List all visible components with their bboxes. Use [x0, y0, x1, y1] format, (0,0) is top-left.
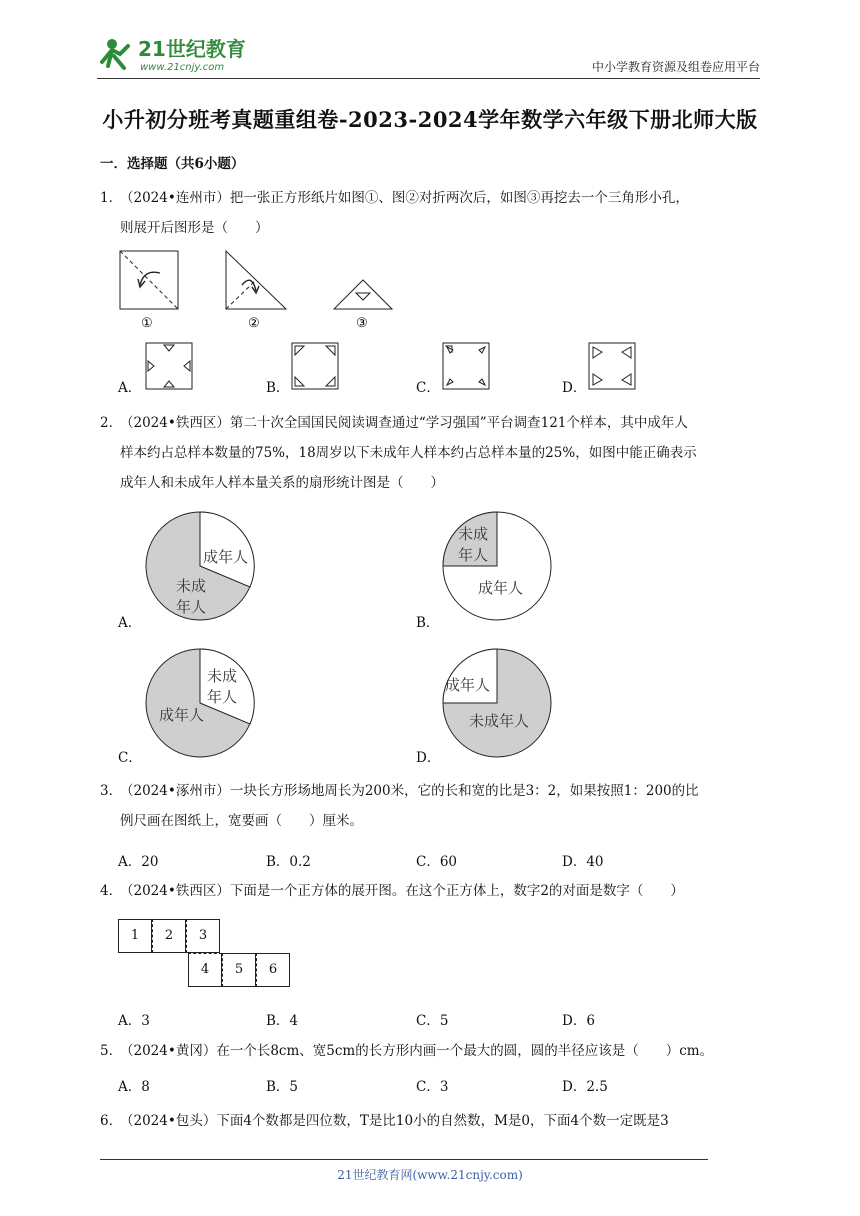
q5-option-b[interactable]: B．5 — [266, 1079, 299, 1095]
logo-url: www.21cnjy.com — [140, 62, 225, 73]
q1-option-a[interactable]: A． — [118, 380, 142, 396]
q5-option-c[interactable]: C．3 — [416, 1079, 449, 1095]
svg-text:未成年人: 未成年人 — [469, 712, 530, 730]
fig-label-1: ① — [141, 316, 153, 331]
q1-option-d[interactable]: D． — [562, 380, 587, 396]
q4-option-a[interactable]: A．3 — [118, 1013, 150, 1029]
svg-text:成年人: 成年人 — [445, 676, 491, 694]
svg-text:年人: 年人 — [207, 688, 238, 706]
net-cell-6: 6 — [256, 953, 290, 987]
q2-pie-c[interactable] — [145, 648, 257, 760]
q3-option-a[interactable]: A．20 — [118, 854, 159, 870]
page-title: 小升初分班考真题重组卷-2023-2024学年数学六年级下册北师大版 — [102, 107, 758, 132]
q3-option-c[interactable]: C．60 — [416, 854, 458, 870]
net-cell-4: 4 — [188, 953, 222, 987]
question-6: 6．（2024•包头）下面4个数都是四位数，T是比10小的自然数，M是0，下面4个数一定既是3 — [100, 1113, 669, 1129]
svg-text:未成: 未成 — [207, 667, 238, 685]
q2-pie-a[interactable] — [145, 511, 257, 623]
svg-text:成年人: 成年人 — [203, 548, 249, 566]
svg-text:年人: 年人 — [458, 546, 489, 564]
q2-pie-b[interactable] — [442, 511, 554, 623]
q1-fold-figures — [118, 247, 418, 333]
footer-divider — [100, 1159, 708, 1160]
question-4: 4．（2024•铁西区）下面是一个正方体的展开图。在这个正方体上，数字2的对面是数字（ ） — [100, 883, 684, 899]
net-cell-3: 3 — [186, 919, 220, 953]
q4-cube-net — [118, 919, 298, 991]
net-cell-5: 5 — [222, 953, 256, 987]
section-heading: 一．选择题（共6小题） — [100, 156, 245, 172]
q2-option-d[interactable]: D． — [416, 750, 441, 766]
q4-option-d[interactable]: D．6 — [562, 1013, 595, 1029]
site-logo — [96, 32, 266, 76]
q3-option-d[interactable]: D．40 — [562, 854, 604, 870]
logo-text: 21世纪教育 — [138, 37, 246, 61]
q5-option-a[interactable]: A．8 — [118, 1079, 150, 1095]
question-3: 3．（2024•涿州市）一块长方形场地周长为200米，它的长和宽的比是3：2，如果按照1：200的比 例尺画在图纸上，宽要画（ ）厘米。 — [100, 783, 699, 829]
svg-text:未成: 未成 — [458, 525, 489, 543]
q4-option-c[interactable]: C．5 — [416, 1013, 449, 1029]
footer-link[interactable]: 21世纪教育网(www.21cnjy.com) — [337, 1168, 523, 1182]
q1-option-d-figure[interactable] — [588, 342, 636, 390]
q4-option-b[interactable]: B．4 — [266, 1013, 299, 1029]
q2-option-c[interactable]: C． — [118, 750, 142, 766]
svg-text:成年人: 成年人 — [159, 706, 205, 724]
q2-pie-d[interactable] — [442, 648, 554, 760]
question-5: 5．（2024•黄冈）在一个长8cm、宽5cm的长方形内画一个最大的圆，圆的半径应该是（ ）cm。 — [100, 1043, 714, 1059]
fig-label-2: ② — [248, 316, 260, 331]
q1-option-b[interactable]: B． — [266, 380, 290, 396]
question-2: 2．（2024•铁西区）第二十次全国国民阅读调查通过“学习强国”平台调查121个样本，其中成年人 样本约占总样本数量的75%，18周岁以下未成年人样本约占总样本量的25%，如图中能正确表示 成年人和未成年人样本量关系的扇形统计图是（ ） — [100, 415, 697, 491]
net-cell-1: 1 — [118, 919, 152, 953]
question-1: 1．（2024•连州市）把一张正方形纸片如图①、图②对折两次后，如图③再挖去一个三角形小孔， 则展开后图形是（ ） — [100, 190, 689, 236]
svg-text:未成: 未成 — [176, 577, 207, 595]
net-cell-2: 2 — [152, 919, 186, 953]
svg-text:成年人: 成年人 — [478, 579, 524, 597]
q2-option-a[interactable]: A． — [118, 615, 142, 631]
header-divider — [97, 78, 760, 79]
q1-option-a-figure[interactable] — [145, 342, 193, 390]
q1-option-b-figure[interactable] — [291, 342, 339, 390]
header-platform-text: 中小学教育资源及组卷应用平台 — [591, 60, 760, 74]
q2-option-b[interactable]: B． — [416, 615, 440, 631]
q1-option-c-figure[interactable] — [442, 342, 490, 390]
q3-option-b[interactable]: B．0.2 — [266, 854, 311, 870]
q1-option-c[interactable]: C． — [416, 380, 440, 396]
svg-text:年人: 年人 — [176, 598, 207, 616]
q5-option-d[interactable]: D．2.5 — [562, 1079, 608, 1095]
fig-label-3: ③ — [356, 316, 368, 331]
